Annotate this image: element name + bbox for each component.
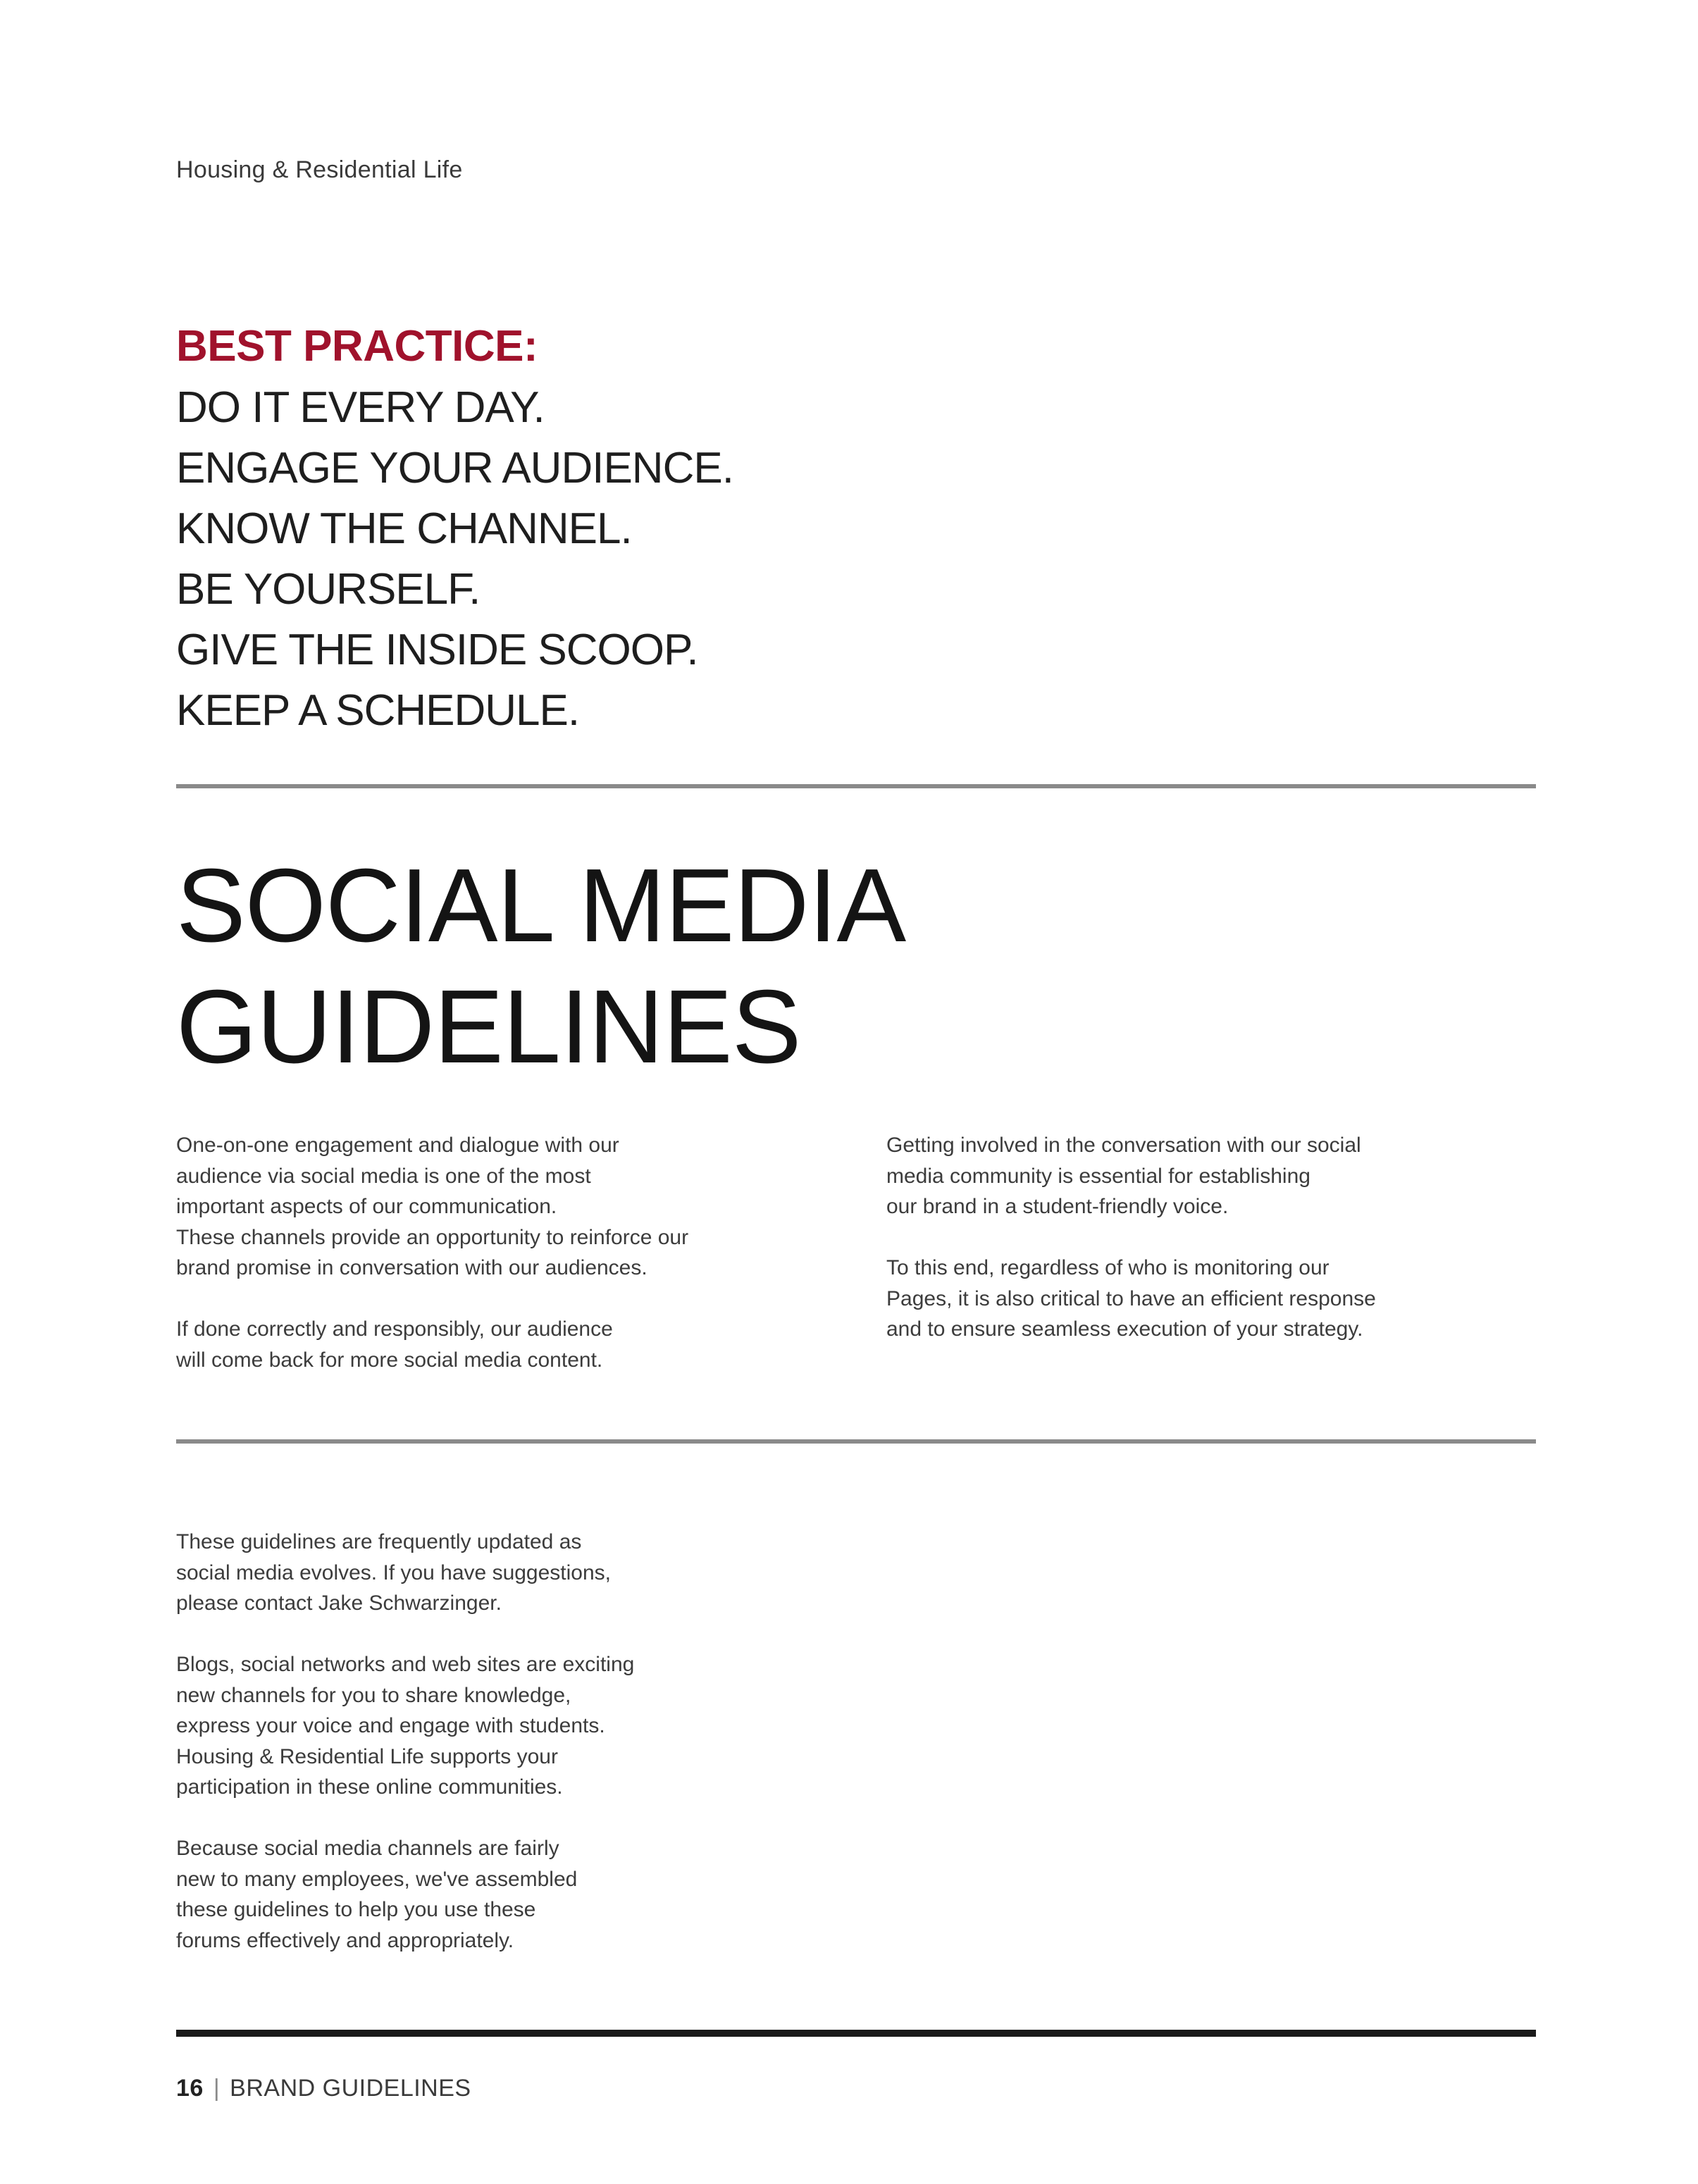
best-practice-item: DO IT EVERY DAY. [176,383,545,432]
bottom-column [176,1527,810,1987]
footer-divider [176,2030,1536,2037]
body-paragraph: These guidelines are frequently updated as social media evolves. If you have suggestions, please contact Jake Schwarzinger. [176,1530,612,1615]
section-divider [176,1439,1536,1444]
body-paragraph: Blogs, social networks and web sites are exciting new channels for you to share knowledge, express your voice and engage with students. Housing & Residential Life supports your participation in these online communities. [176,1653,635,1799]
body-paragraph: Because social media channels are fairly new to many employees, we've assembled these guidelines to help you use these forums effectively and appropriately. [176,1837,578,1952]
best-practice-block [176,316,1233,741]
best-practice-item: KEEP A SCHEDULE. [176,686,580,735]
footer-separator: | [213,2075,221,2102]
body-paragraph: One-on-one engagement and dialogue with our audience via social media is one of the most important aspects of our communication. These channels provide an opportunity to reinforce our brand promise in conversation with our audiences. [176,1134,689,1279]
best-practice-item: ENGAGE YOUR AUDIENCE. [176,444,733,492]
section-divider [176,784,1536,788]
running-header: Housing & Residential Life [176,156,463,183]
best-practice-item: BE YOURSELF. [176,565,481,614]
left-column [176,1130,853,1406]
body-paragraph: If done correctly and responsibly, our audience will come back for more social media content. [176,1317,613,1372]
page-title-line-2: GUIDELINES [176,969,801,1085]
right-column [886,1130,1520,1375]
page-footer [176,2075,471,2102]
page-title [176,845,1374,1088]
page-title-line-1: SOCIAL MEDIA [176,848,906,964]
best-practice-item: GIVE THE INSIDE SCOOP. [176,626,698,674]
footer-section-title: BRAND GUIDELINES [230,2075,471,2102]
best-practice-heading: BEST PRACTICE: [176,322,538,371]
body-paragraph: To this end, regardless of who is monitoring our Pages, it is also critical to have an efficient response and to ensure seamless execution of your strategy. [886,1256,1376,1341]
body-paragraph: Getting involved in the conversation with our social media community is essential for establishing our brand in a student-friendly voice. [886,1134,1361,1218]
page-number: 16 [176,2075,204,2102]
best-practice-item: KNOW THE CHANNEL. [176,504,632,553]
